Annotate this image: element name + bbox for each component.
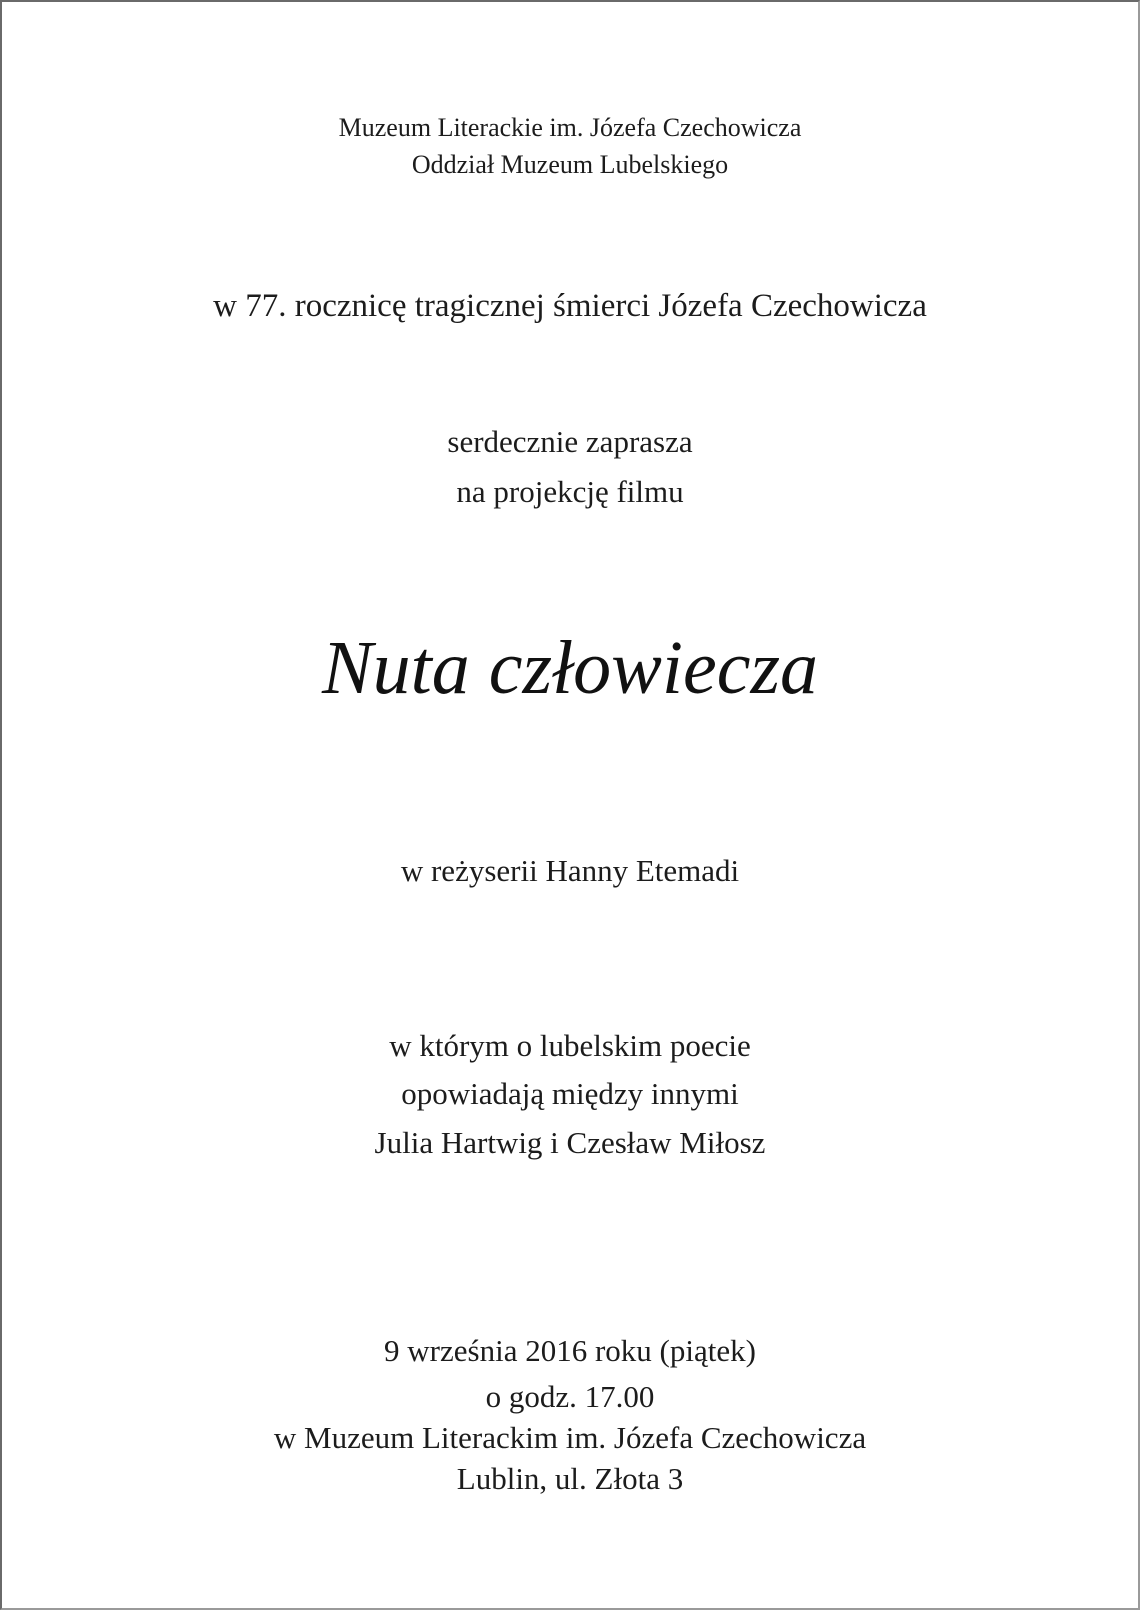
description-line-1: w którym o lubelskim poecie	[389, 1028, 751, 1063]
event-date: 9 września 2016 roku (piątek)	[384, 1333, 756, 1368]
institution-branch: Oddział Muzeum Lubelskiego	[411, 150, 729, 179]
director-line: w reżyserii Hanny Etemadi	[400, 853, 740, 888]
invitation-line-1: serdecznie zaprasza	[447, 424, 693, 459]
event-time: o godz. 17.00	[485, 1379, 655, 1414]
description-line-2: opowiadają między innymi	[401, 1076, 739, 1111]
invitation-line-2: na projekcję filmu	[456, 474, 684, 509]
event-address: Lublin, ul. Złota 3	[456, 1461, 684, 1496]
film-title: Nuta człowiecza	[321, 626, 819, 710]
institution-name: Muzeum Literackie im. Józefa Czechowicza	[338, 113, 802, 142]
event-venue: w Muzeum Literackim im. Józefa Czechowicza	[273, 1420, 867, 1455]
description-line-3: Julia Hartwig i Czesław Miłosz	[374, 1125, 766, 1160]
occasion-line: w 77. rocznicę tragicznej śmierci Józefa Czechowicza	[213, 288, 927, 324]
